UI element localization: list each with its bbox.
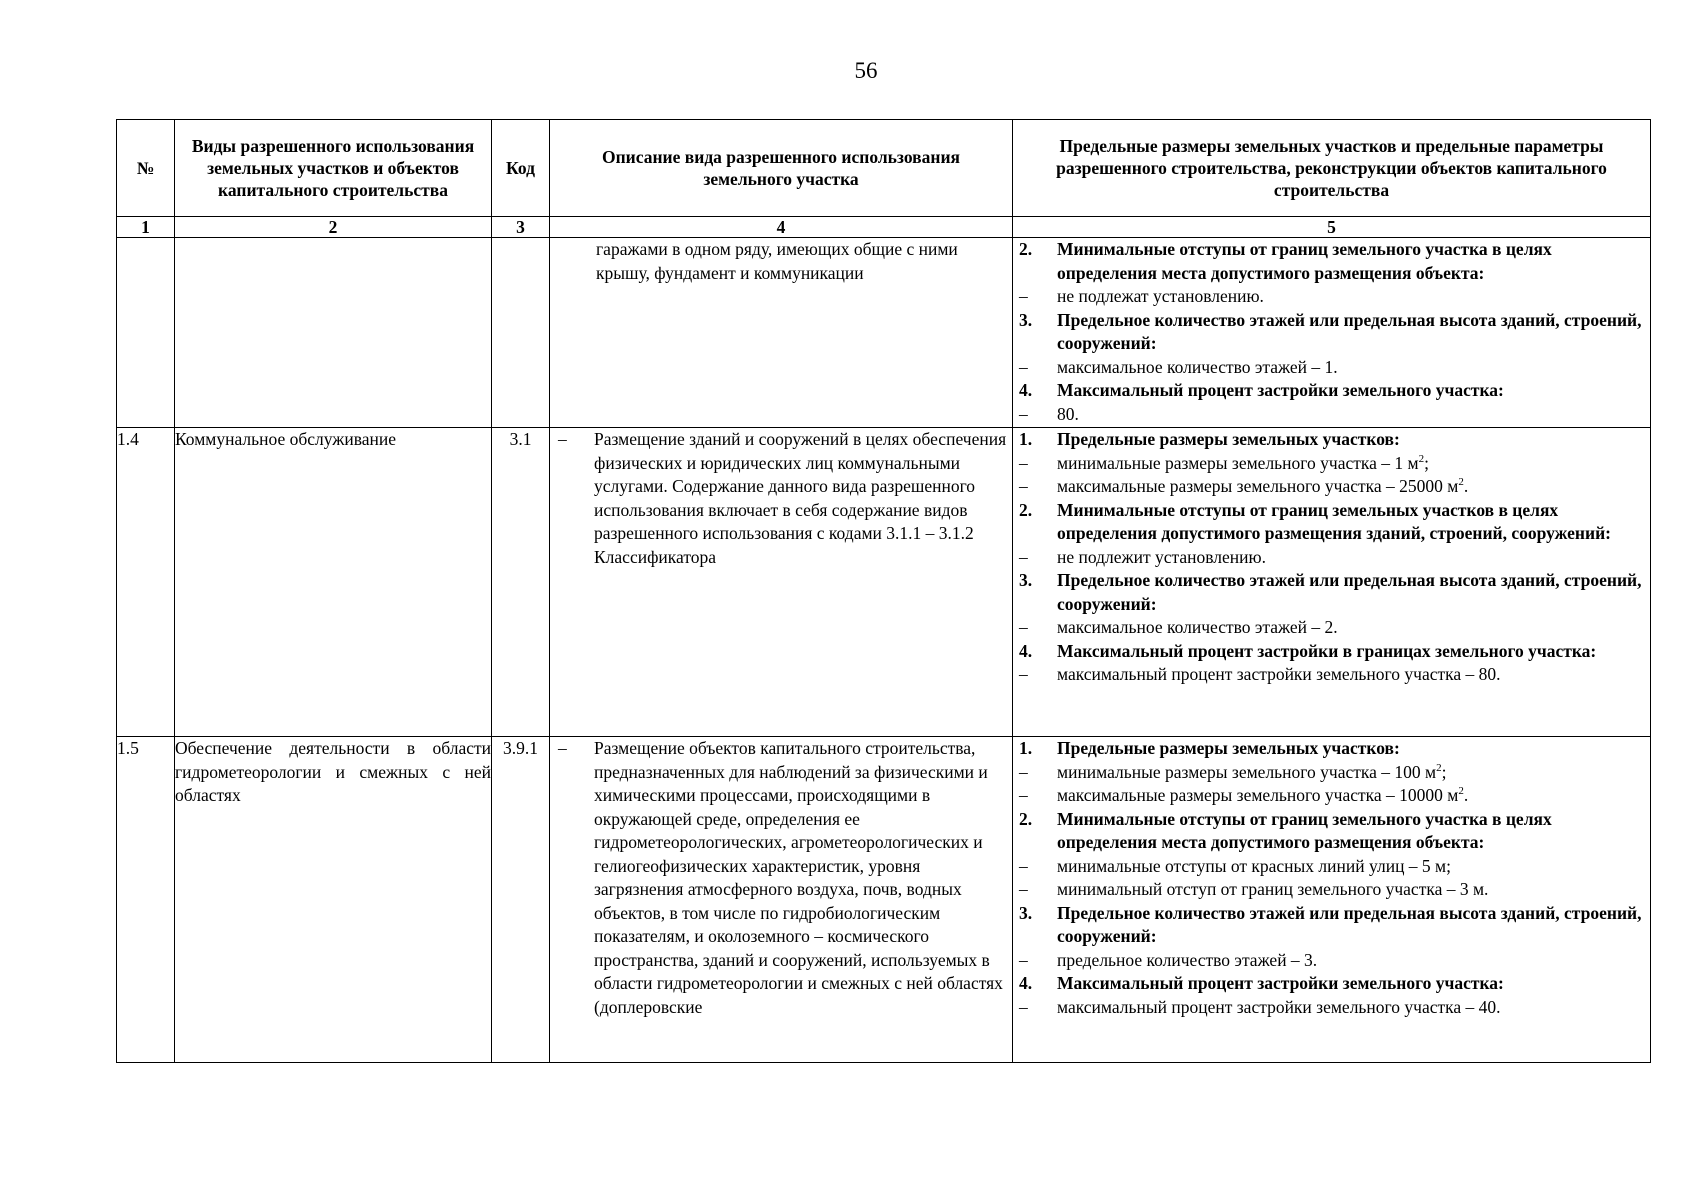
parameter-text-main: Предельное количество этажей или предельная высота зданий, строений, сооружений: [1057, 570, 1642, 614]
row-code [492, 238, 550, 428]
parameter-text [1057, 855, 1650, 879]
parameter-text [1057, 761, 1650, 785]
superscript: 2 [1458, 476, 1464, 489]
parameter-text-main: Предельные размеры земельных участков: [1057, 429, 1400, 449]
parameter-text-main: Максимальный процент застройки земельного участка: [1057, 380, 1504, 400]
parameter-heading [1013, 309, 1650, 356]
column-number: 1 [117, 217, 175, 238]
parameter-marker: 4. [1019, 640, 1033, 661]
parameter-item [1013, 475, 1650, 499]
parameter-heading [1013, 499, 1650, 546]
parameter-text-main: максимальный процент застройки земельного участка – 80. [1057, 664, 1501, 684]
parameter-text-main: Предельное количество этажей или предельная высота зданий, строений, сооружений: [1057, 902, 1642, 946]
column-number: 4 [550, 217, 1013, 238]
parameter-text-tail: ; [1441, 761, 1447, 782]
superscript: 2 [1458, 785, 1464, 798]
row-use-type: Обеспечение деятельности в области гидрометеорологии и смежных с ней областях [175, 737, 492, 1063]
parameter-text [1057, 428, 1650, 452]
parameter-text-tail: . [1463, 476, 1469, 496]
parameter-marker: 4. [1019, 380, 1033, 400]
header-code: Код [492, 120, 550, 217]
parameter-text-main: максимальное количество этажей – 1. [1057, 356, 1338, 377]
parameter-text [1057, 737, 1650, 761]
parameter-text [1057, 640, 1650, 664]
parameter-text [1057, 452, 1650, 476]
parameter-text-tail: ; [1424, 452, 1429, 473]
column-number-row [117, 217, 1651, 238]
parameter-item [1013, 996, 1650, 1020]
parameter-heading [1013, 902, 1650, 949]
parameter-heading [1013, 238, 1650, 285]
parameter-text [1057, 403, 1650, 427]
parameter-text-main: минимальные размеры земельного участка – 100 м [1057, 761, 1437, 782]
parameter-text-main: максимальные размеры земельного участка – 25000 м [1057, 476, 1459, 496]
parameter-text [1057, 546, 1650, 570]
parameter-text [1057, 663, 1650, 687]
parameter-marker: 4. [1019, 973, 1033, 993]
table-header-row [117, 120, 1651, 217]
parameter-marker: – [1019, 785, 1028, 805]
parameter-item [1013, 452, 1650, 476]
table-row [117, 238, 1651, 428]
parameter-marker: – [1019, 996, 1028, 1017]
parameter-item [1013, 616, 1650, 640]
row-number: 1.4 [117, 428, 175, 737]
row-number: 1.5 [117, 737, 175, 1063]
parameter-heading [1013, 808, 1650, 855]
parameter-text [1057, 379, 1650, 403]
column-number: 5 [1013, 217, 1651, 238]
row-code: 3.9.1 [492, 737, 550, 1063]
parameter-marker: – [1019, 761, 1028, 782]
row-number [117, 238, 175, 428]
parameter-item [1013, 855, 1650, 879]
parameter-marker: – [1019, 452, 1028, 473]
parameter-text [1057, 808, 1650, 855]
parameter-text [1057, 309, 1650, 356]
parameter-text-main: максимальные размеры земельного участка – 10000 м [1057, 785, 1459, 805]
parameter-text-main: предельное количество этажей – 3. [1057, 949, 1318, 970]
parameter-marker: – [1019, 664, 1028, 684]
header-number: № [117, 120, 175, 217]
parameter-item [1013, 356, 1650, 380]
description-text: гаражами в одном ряду, имеющих общие с ними крышу, фундамент и коммуникации [596, 239, 958, 283]
parameter-text-main: максимальный процент застройки земельного участка – 40. [1057, 996, 1501, 1017]
parameter-text [1057, 996, 1650, 1020]
parameter-item [1013, 949, 1650, 973]
parameter-item [1013, 878, 1650, 902]
dash-marker: – [558, 738, 567, 758]
parameter-text-main: Минимальные отступы от границ земельных участков в целях определения допустимого размещения зданий, строений, сооружений: [1057, 499, 1611, 543]
parameter-heading [1013, 972, 1650, 996]
parameter-text-main: минимальные размеры земельного участка – 1 м [1057, 452, 1419, 473]
parameter-marker: – [1019, 949, 1028, 970]
parameter-text [1057, 949, 1650, 973]
row-description [550, 238, 1013, 428]
parameter-heading [1013, 737, 1650, 761]
row-parameters [1013, 428, 1651, 737]
parameter-marker: 2. [1019, 499, 1033, 520]
parameter-heading [1013, 640, 1650, 664]
parameter-text [1057, 285, 1650, 309]
column-number: 2 [175, 217, 492, 238]
parameter-text [1057, 238, 1650, 285]
parameter-text-main: минимальные отступы от красных линий улиц – 5 м; [1057, 855, 1451, 876]
row-use-type [175, 238, 492, 428]
parameter-marker: 2. [1019, 808, 1033, 829]
parameter-marker: 3. [1019, 902, 1033, 923]
parameter-text-main: максимальное количество этажей – 2. [1057, 617, 1338, 637]
parameter-marker: – [1019, 546, 1028, 567]
column-number: 3 [492, 217, 550, 238]
parameter-text [1057, 784, 1650, 808]
parameter-text-main: Максимальный процент застройки земельного участка: [1057, 973, 1504, 993]
parameter-text [1057, 569, 1650, 616]
parameter-marker: 1. [1019, 738, 1033, 758]
row-code: 3.1 [492, 428, 550, 737]
parameter-text-main: не подлежат установлению. [1057, 286, 1264, 306]
row-parameters [1013, 238, 1651, 428]
superscript: 2 [1436, 761, 1442, 774]
parameter-heading [1013, 379, 1650, 403]
parameter-marker: 3. [1019, 309, 1033, 330]
parameter-marker: – [1019, 879, 1028, 899]
parameter-text [1057, 902, 1650, 949]
header-parameters: Предельные размеры земельных участков и предельные параметры разрешенного строительства, реконструкции объектов капитального строительства [1013, 120, 1651, 217]
parameter-text-tail: . [1463, 785, 1469, 805]
parameter-marker: 1. [1019, 429, 1033, 449]
parameter-item [1013, 403, 1650, 427]
parameter-marker: – [1019, 855, 1028, 876]
parameter-marker: 2. [1019, 239, 1033, 259]
parameter-text-main: 80. [1057, 403, 1079, 424]
parameter-text [1057, 475, 1650, 499]
parameter-text-main: Максимальный процент застройки в границах земельного участка: [1057, 640, 1597, 661]
parameter-heading [1013, 428, 1650, 452]
parameter-marker: – [1019, 286, 1028, 306]
parameter-text-main: Минимальные отступы от границ земельного участка в целях определения места допустимого размещения объекта: [1057, 239, 1552, 283]
superscript: 2 [1418, 452, 1425, 465]
parameter-text-main: Предельное количество этажей или предельная высота зданий, строений, сооружений: [1057, 309, 1642, 353]
land-use-table [116, 119, 1651, 1063]
parameter-item [1013, 663, 1650, 687]
parameter-heading [1013, 569, 1650, 616]
parameter-text-main: Минимальные отступы от границ земельного участка в целях определения места допустимого размещения объекта: [1057, 808, 1552, 852]
parameter-text [1057, 878, 1650, 902]
parameter-item [1013, 784, 1650, 808]
parameter-text-main: минимальный отступ от границ земельного участка – 3 м. [1057, 879, 1489, 899]
table-row [117, 737, 1651, 1063]
parameter-item [1013, 285, 1650, 309]
parameter-item [1013, 761, 1650, 785]
table-row [117, 428, 1651, 737]
parameter-text-main: не подлежит установлению. [1057, 546, 1266, 567]
description-text: Размещение зданий и сооружений в целях обеспечения физических и юридических лиц коммунальными услугами. Содержание данного вида разрешенного использования включает в себя содержание видов разрешенного использования с кодами 3.1.1 – 3.1.2 Классификатора [594, 429, 1007, 567]
parameter-marker: – [1019, 356, 1028, 377]
parameter-item [1013, 546, 1650, 570]
parameter-text [1057, 972, 1650, 996]
parameter-text [1057, 616, 1650, 640]
parameter-text-main: Предельные размеры земельных участков: [1057, 738, 1400, 758]
row-use-type: Коммунальное обслуживание [175, 428, 492, 737]
header-description: Описание вида разрешенного использования земельного участка [550, 120, 1013, 217]
parameter-marker: – [1019, 617, 1028, 637]
row-description [550, 428, 1013, 737]
parameter-marker: 3. [1019, 570, 1033, 590]
dash-marker: – [558, 429, 567, 449]
description-text: Размещение объектов капитального строительства, предназначенных для наблюдений за физическими и химическими процессами, происходящими в окружающей среде, определения ее гидрометеорологических, агрометеорологических и гелиогеофизических характеристик, уровня загрязнения атмосферного воздуха, почв, водных объектов, в том числе по гидробиологическим показателям, и околоземного – космического пространства, зданий и сооружений, используемых в области гидрометеорологии и смежных с ней областях (доплеровские [594, 738, 1003, 1017]
header-use-type: Виды разрешенного использования земельных участков и объектов капитального строительства [175, 120, 492, 217]
parameter-text [1057, 356, 1650, 380]
page-number: 56 [854, 58, 878, 83]
parameter-text [1057, 499, 1650, 546]
row-description [550, 737, 1013, 1063]
row-parameters [1013, 737, 1651, 1063]
parameter-marker: – [1019, 476, 1028, 496]
parameter-marker: – [1019, 403, 1028, 424]
